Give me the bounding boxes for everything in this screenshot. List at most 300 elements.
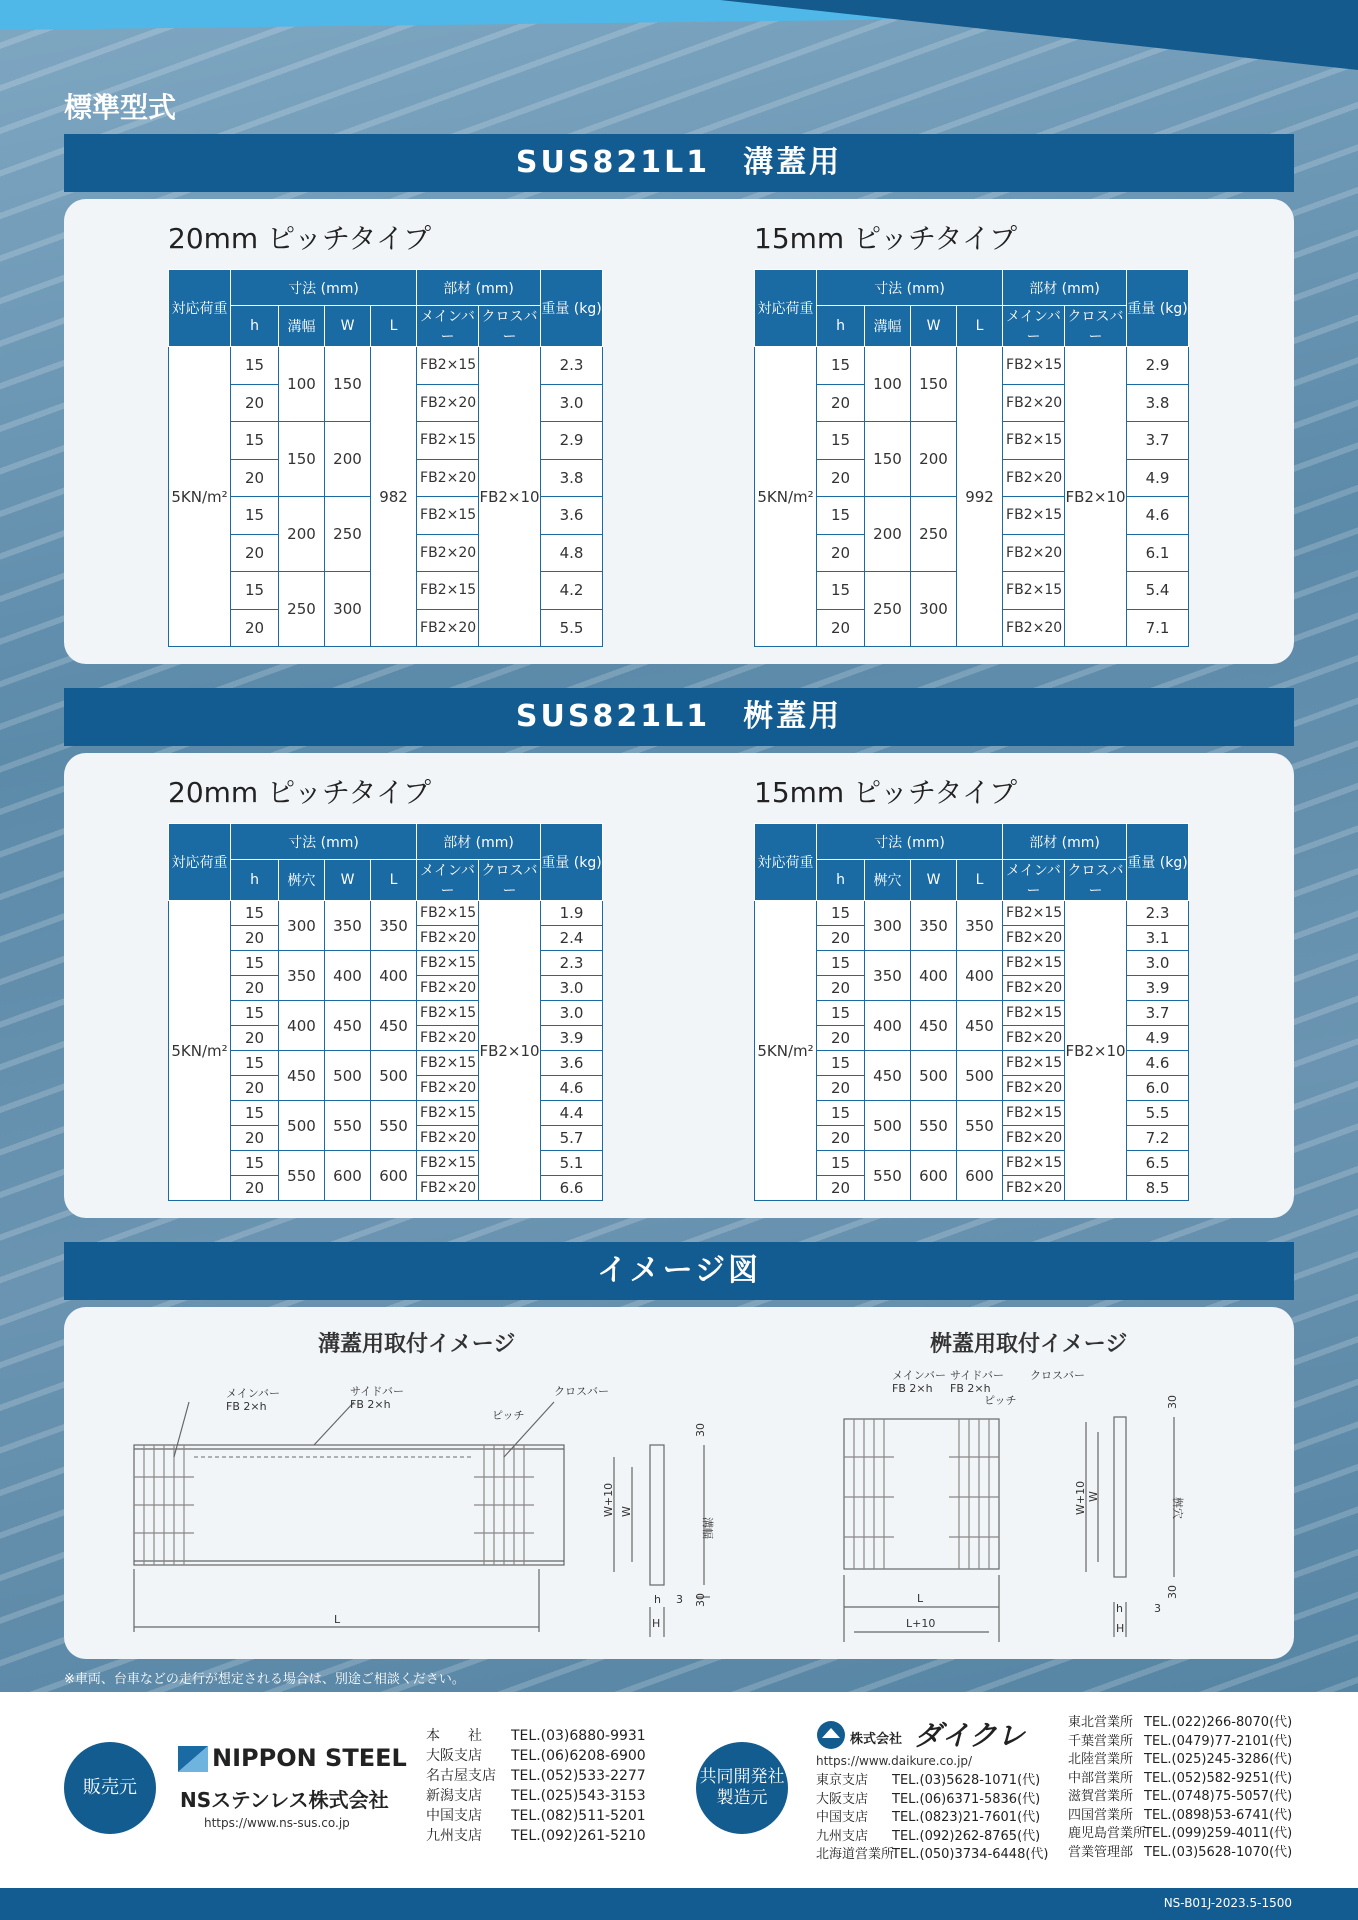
load-value: 5KN/m² <box>755 347 817 647</box>
weight-value: 3.8 <box>1127 384 1189 422</box>
h-value: 15 <box>817 572 865 610</box>
weight-value: 4.9 <box>1127 459 1189 497</box>
label-H: H <box>652 1617 661 1630</box>
mainbar-value: FB2×20 <box>1003 926 1065 951</box>
top-decoration <box>0 0 1358 80</box>
header-weight: 重量 (kg) <box>541 270 603 347</box>
label-pit-W: W <box>1087 1491 1100 1502</box>
office-name: 本 社 <box>426 1728 482 1744</box>
h-value: 20 <box>817 976 865 1001</box>
label-pit-mainbar: メインバー <box>892 1369 947 1382</box>
weight-value: 5.4 <box>1127 572 1189 610</box>
W-value: 150 <box>325 347 371 422</box>
mainbar-value: FB2×20 <box>1003 976 1065 1001</box>
weight-value: 3.9 <box>541 1026 603 1051</box>
header-mainbar: メインバー <box>1003 860 1065 901</box>
h-value: 15 <box>231 497 279 535</box>
open-value: 550 <box>865 1151 911 1201</box>
pit-panel <box>64 753 1294 1218</box>
label-pit-30-top: 30 <box>1166 1395 1179 1409</box>
h-value: 15 <box>817 1101 865 1126</box>
weight-value: 3.9 <box>1127 976 1189 1001</box>
office-tel: TEL.(022)266-8070(代) <box>1144 1715 1293 1730</box>
daikure-logo: ダイクレ <box>914 1719 1025 1752</box>
office-tel: TEL.(025)543-3153 <box>511 1788 646 1804</box>
label-h: h <box>654 1593 661 1606</box>
label-W: W <box>620 1506 633 1517</box>
label-pitch: ピッチ <box>492 1409 525 1422</box>
header-L: L <box>957 306 1003 347</box>
label-30-top: 30 <box>694 1423 707 1437</box>
L-value: 450 <box>957 1001 1003 1051</box>
weight-value: 2.9 <box>1127 347 1189 385</box>
label-pit-crossbar: クロスバー <box>1030 1369 1085 1382</box>
W-value: 300 <box>325 572 371 647</box>
W-value: 550 <box>325 1101 371 1151</box>
office-name: 新潟支店 <box>426 1788 482 1804</box>
h-value: 15 <box>231 347 279 385</box>
bottom-bar <box>0 1888 1358 1920</box>
label-pit-W10: W+10 <box>1074 1480 1087 1515</box>
weight-value: 2.3 <box>1127 901 1189 926</box>
mainbar-value: FB2×20 <box>417 384 479 422</box>
weight-value: 3.7 <box>1127 422 1189 460</box>
header-mainbar: メインバー <box>1003 306 1065 347</box>
maker-badge: 共同開発社 製造元 <box>696 1742 788 1834</box>
h-value: 15 <box>231 1101 279 1126</box>
label-pit-L: L <box>917 1592 924 1605</box>
h-value: 20 <box>231 534 279 572</box>
mainbar-value: FB2×15 <box>1003 1051 1065 1076</box>
mainbar-value: FB2×20 <box>417 1076 479 1101</box>
office-name: 東京支店 <box>816 1773 869 1788</box>
label-mainbar: メインバー <box>226 1387 281 1400</box>
mainbar-value: FB2×20 <box>417 1126 479 1151</box>
W-value: 150 <box>911 347 957 422</box>
open-value: 300 <box>865 901 911 951</box>
weight-value: 7.2 <box>1127 1126 1189 1151</box>
table-row <box>169 901 603 926</box>
header-open: 桝穴 <box>279 860 325 901</box>
header-mainbar: メインバー <box>417 306 479 347</box>
open-value: 450 <box>279 1051 325 1101</box>
L-value: 982 <box>371 347 417 647</box>
mainbar-value: FB2×15 <box>1003 572 1065 610</box>
W-value: 600 <box>911 1151 957 1201</box>
W-value: 250 <box>911 497 957 572</box>
mainbar-value: FB2×20 <box>1003 1126 1065 1151</box>
label-pit-3: 3 <box>1154 1602 1161 1615</box>
header-h: h <box>817 306 865 347</box>
header-W: W <box>325 306 371 347</box>
pit-left-title: 20mm ピッチタイプ <box>168 776 432 809</box>
mainbar-value: FB2×15 <box>417 1051 479 1076</box>
label-crossbar: クロスバー <box>554 1385 609 1398</box>
header-crossbar: クロスバー <box>479 306 541 347</box>
daikure-url[interactable]: https://www.daikure.co.jp/ <box>816 1754 973 1768</box>
note: ※車両、台車などの走行が想定される場合は、別途ご相談ください。 <box>64 1672 465 1687</box>
weight-value: 4.9 <box>1127 1026 1189 1051</box>
gutter-right-title: 15mm ピッチタイプ <box>754 222 1018 255</box>
open-value: 150 <box>279 422 325 497</box>
pit-right-table <box>754 823 1189 1201</box>
open-value: 350 <box>279 951 325 1001</box>
weight-value: 3.0 <box>541 1001 603 1026</box>
office-tel: TEL.(06)6371-5836(代) <box>892 1791 1041 1807</box>
label-mainbar-fb: FB 2×h <box>226 1400 267 1413</box>
gutter-right-table <box>754 269 1189 647</box>
h-value: 20 <box>817 459 865 497</box>
open-value: 400 <box>279 1001 325 1051</box>
h-value: 20 <box>231 1026 279 1051</box>
weight-value: 5.7 <box>541 1126 603 1151</box>
header-weight: 重量 (kg) <box>541 824 603 901</box>
weight-value: 2.3 <box>541 347 603 385</box>
crossbar-value: FB2×10 <box>1065 347 1127 647</box>
daikure-offices-2 <box>1068 1714 1292 1862</box>
office-tel: TEL.(03)6880-9931 <box>511 1728 646 1744</box>
office-row <box>426 1766 646 1786</box>
label-sidebar-fb: FB 2×h <box>350 1398 391 1411</box>
office-tel: TEL.(052)533-2277 <box>511 1768 646 1784</box>
weight-value: 4.6 <box>541 1076 603 1101</box>
office-tel: TEL.(052)582-9251(代) <box>1144 1770 1293 1786</box>
header-h: h <box>817 860 865 901</box>
header-h: h <box>231 860 279 901</box>
office-row <box>816 1846 1049 1865</box>
mainbar-value: FB2×15 <box>417 951 479 976</box>
ns-company-name: NSステンレス株式会社 <box>180 1788 389 1812</box>
weight-value: 2.4 <box>541 926 603 951</box>
pit-section-title: SUS821L1 桝蓋用 <box>64 688 1294 746</box>
h-value: 15 <box>817 422 865 460</box>
L-value: 600 <box>371 1151 417 1201</box>
office-tel: TEL.(0479)77-2101(代) <box>1144 1733 1293 1749</box>
weight-value: 8.5 <box>1127 1176 1189 1201</box>
L-value: 450 <box>371 1001 417 1051</box>
header-crossbar: クロスバー <box>1065 860 1127 901</box>
open-value: 100 <box>865 347 911 422</box>
mainbar-value: FB2×20 <box>417 1026 479 1051</box>
L-value: 550 <box>957 1101 1003 1151</box>
weight-value: 3.6 <box>541 1051 603 1076</box>
header-open: 桝穴 <box>865 860 911 901</box>
h-value: 20 <box>817 384 865 422</box>
h-value: 15 <box>817 1051 865 1076</box>
header-crossbar: クロスバー <box>1065 306 1127 347</box>
image-section-title: イメージ図 <box>64 1242 1294 1300</box>
open-value: 500 <box>865 1101 911 1151</box>
header-open: 溝幅 <box>279 306 325 347</box>
weight-value: 4.2 <box>541 572 603 610</box>
header-load: 対応荷重 <box>755 270 817 347</box>
W-value: 500 <box>325 1051 371 1101</box>
weight-value: 2.3 <box>541 951 603 976</box>
office-row <box>1068 1788 1292 1807</box>
mainbar-value: FB2×15 <box>417 1001 479 1026</box>
h-value: 15 <box>231 572 279 610</box>
pit-image-caption: 桝蓋用取付イメージ <box>930 1332 1128 1357</box>
W-value: 550 <box>911 1101 957 1151</box>
office-name: 大阪支店 <box>816 1791 869 1807</box>
ns-offices <box>426 1726 646 1846</box>
office-tel: TEL.(06)6208-6900 <box>511 1748 646 1764</box>
mainbar-value: FB2×20 <box>417 609 479 647</box>
weight-value: 4.6 <box>1127 497 1189 535</box>
mainbar-value: FB2×15 <box>417 572 479 610</box>
nippon-steel-logo: NIPPON STEEL <box>212 1744 407 1772</box>
weight-value: 7.1 <box>1127 609 1189 647</box>
header-parts: 部材 (mm) <box>417 824 541 860</box>
h-value: 15 <box>231 901 279 926</box>
mainbar-value: FB2×20 <box>1003 459 1065 497</box>
h-value: 15 <box>817 1151 865 1176</box>
h-value: 20 <box>231 459 279 497</box>
L-value: 992 <box>957 347 1003 647</box>
h-value: 20 <box>231 926 279 951</box>
document-code: NS-B01J-2023.5-1500 <box>1163 1896 1292 1910</box>
open-value: 250 <box>865 572 911 647</box>
W-value: 450 <box>911 1001 957 1051</box>
gutter-panel <box>64 199 1294 664</box>
table-row <box>169 347 603 385</box>
weight-value: 4.6 <box>1127 1051 1189 1076</box>
h-value: 15 <box>817 347 865 385</box>
header-weight: 重量 (kg) <box>1127 824 1189 901</box>
office-name: 営業管理部 <box>1068 1844 1134 1860</box>
weight-value: 3.7 <box>1127 1001 1189 1026</box>
h-value: 20 <box>231 609 279 647</box>
open-value: 100 <box>279 347 325 422</box>
mainbar-value: FB2×20 <box>417 1176 479 1201</box>
label-pit-H: H <box>1116 1622 1125 1635</box>
pit-left-table <box>168 823 603 1201</box>
load-value: 5KN/m² <box>169 901 231 1201</box>
h-value: 20 <box>817 534 865 572</box>
weight-value: 6.6 <box>541 1176 603 1201</box>
L-value: 400 <box>957 951 1003 1001</box>
header-dims: 寸法 (mm) <box>817 824 1003 860</box>
weight-value: 5.1 <box>541 1151 603 1176</box>
mainbar-value: FB2×15 <box>1003 1001 1065 1026</box>
header-dims: 寸法 (mm) <box>817 270 1003 306</box>
office-name: 四国営業所 <box>1068 1807 1134 1823</box>
footer <box>0 1692 1358 1888</box>
L-value: 400 <box>371 951 417 1001</box>
weight-value: 5.5 <box>541 609 603 647</box>
header-parts: 部材 (mm) <box>417 270 541 306</box>
W-value: 350 <box>325 901 371 951</box>
h-value: 15 <box>231 1001 279 1026</box>
office-tel: TEL.(025)245-3286(代) <box>1144 1752 1293 1767</box>
weight-value: 4.8 <box>541 534 603 572</box>
W-value: 600 <box>325 1151 371 1201</box>
header-mainbar: メインバー <box>417 860 479 901</box>
label-pit-sidebar: サイドバー <box>950 1369 1005 1382</box>
mainbar-value: FB2×15 <box>1003 1151 1065 1176</box>
h-value: 15 <box>817 951 865 976</box>
daikure-offices-1 <box>816 1772 1049 1865</box>
W-value: 250 <box>325 497 371 572</box>
open-value: 300 <box>279 901 325 951</box>
office-row <box>816 1791 1049 1810</box>
weight-value: 3.8 <box>541 459 603 497</box>
h-value: 20 <box>817 1026 865 1051</box>
office-name: 大阪支店 <box>426 1748 482 1764</box>
office-row <box>426 1726 646 1746</box>
office-row <box>1068 1807 1292 1826</box>
weight-value: 1.9 <box>541 901 603 926</box>
ns-url[interactable]: https://www.ns-sus.co.jp <box>204 1816 350 1830</box>
h-value: 20 <box>231 1126 279 1151</box>
mainbar-value: FB2×15 <box>417 1151 479 1176</box>
mainbar-value: FB2×15 <box>417 347 479 385</box>
W-value: 300 <box>911 572 957 647</box>
header-L: L <box>371 306 417 347</box>
office-tel: TEL.(03)5628-1071(代) <box>892 1773 1041 1788</box>
header-load: 対応荷重 <box>755 824 817 901</box>
crossbar-value: FB2×10 <box>479 347 541 647</box>
office-tel: TEL.(0823)21-7601(代) <box>892 1810 1041 1825</box>
label-pit-mainbar-fb: FB 2×h <box>892 1382 933 1395</box>
open-value: 250 <box>279 572 325 647</box>
open-value: 150 <box>865 422 911 497</box>
W-value: 400 <box>911 951 957 1001</box>
seller-badge: 販売元 <box>64 1742 156 1834</box>
label-pit-30-bottom: 30 <box>1166 1585 1179 1599</box>
office-name: 九州支店 <box>816 1828 869 1844</box>
office-name: 九州支店 <box>426 1828 482 1844</box>
office-name: 中部営業所 <box>1068 1770 1134 1786</box>
office-row <box>1068 1770 1292 1789</box>
h-value: 15 <box>231 951 279 976</box>
h-value: 15 <box>231 1151 279 1176</box>
h-value: 20 <box>817 1176 865 1201</box>
office-row <box>1068 1733 1292 1752</box>
mainbar-value: FB2×20 <box>417 926 479 951</box>
office-row <box>1068 1751 1292 1770</box>
load-value: 5KN/m² <box>169 347 231 647</box>
crossbar-value: FB2×10 <box>479 901 541 1201</box>
W-value: 450 <box>325 1001 371 1051</box>
label-pit-open: 桝穴 <box>1171 1497 1184 1519</box>
header-parts: 部材 (mm) <box>1003 824 1127 860</box>
h-value: 15 <box>231 422 279 460</box>
mainbar-value: FB2×20 <box>1003 609 1065 647</box>
h-value: 15 <box>817 497 865 535</box>
label-pit-L10: L+10 <box>906 1617 936 1630</box>
open-value: 500 <box>279 1101 325 1151</box>
office-row <box>816 1828 1049 1847</box>
mainbar-value: FB2×15 <box>417 497 479 535</box>
mainbar-value: FB2×15 <box>417 1101 479 1126</box>
header-L: L <box>957 860 1003 901</box>
weight-value: 5.5 <box>1127 1101 1189 1126</box>
weight-value: 6.1 <box>1127 534 1189 572</box>
h-value: 15 <box>817 1001 865 1026</box>
table-row <box>755 901 1189 926</box>
office-name: 鹿児島営業所 <box>1068 1826 1147 1841</box>
office-row <box>426 1806 646 1826</box>
label-3: 3 <box>676 1593 683 1606</box>
mainbar-value: FB2×15 <box>1003 951 1065 976</box>
header-L: L <box>371 860 417 901</box>
office-tel: TEL.(0748)75-5057(代) <box>1144 1789 1293 1804</box>
mainbar-value: FB2×20 <box>1003 1176 1065 1201</box>
header-crossbar: クロスバー <box>479 860 541 901</box>
header-load: 対応荷重 <box>169 824 231 901</box>
label-pit-h: h <box>1116 1602 1123 1615</box>
label-L: L <box>334 1613 341 1626</box>
weight-value: 4.4 <box>541 1101 603 1126</box>
nippon-steel-logo-icon <box>178 1746 208 1772</box>
label-gutter-open: 溝幅 <box>701 1517 714 1539</box>
weight-value: 3.0 <box>541 976 603 1001</box>
open-value: 200 <box>865 497 911 572</box>
open-value: 450 <box>865 1051 911 1101</box>
open-value: 200 <box>279 497 325 572</box>
weight-value: 3.0 <box>1127 951 1189 976</box>
crossbar-value: FB2×10 <box>1065 901 1127 1201</box>
mainbar-value: FB2×15 <box>1003 347 1065 385</box>
W-value: 200 <box>911 422 957 497</box>
mainbar-value: FB2×20 <box>417 459 479 497</box>
office-name: 中国支店 <box>426 1808 482 1824</box>
W-value: 350 <box>911 901 957 951</box>
L-value: 350 <box>371 901 417 951</box>
mainbar-value: FB2×15 <box>1003 1101 1065 1126</box>
mainbar-value: FB2×15 <box>417 422 479 460</box>
L-value: 600 <box>957 1151 1003 1201</box>
table-row <box>755 347 1189 385</box>
gutter-left-table <box>168 269 603 647</box>
header-dims: 寸法 (mm) <box>231 270 417 306</box>
office-name: 名古屋支店 <box>426 1768 496 1784</box>
office-tel: TEL.(082)511-5201 <box>511 1808 646 1824</box>
W-value: 200 <box>325 422 371 497</box>
header-W: W <box>325 860 371 901</box>
label-pit-pitch: ピッチ <box>984 1394 1017 1407</box>
header-weight: 重量 (kg) <box>1127 270 1189 347</box>
weight-value: 2.9 <box>541 422 603 460</box>
label-W10: W+10 <box>602 1482 615 1517</box>
label-30-bottom: 30 <box>694 1593 707 1607</box>
weight-value: 3.0 <box>541 384 603 422</box>
header-open: 溝幅 <box>865 306 911 347</box>
L-value: 350 <box>957 901 1003 951</box>
office-name: 千葉営業所 <box>1068 1733 1134 1749</box>
h-value: 20 <box>231 976 279 1001</box>
h-value: 20 <box>817 1076 865 1101</box>
h-value: 20 <box>817 609 865 647</box>
L-value: 500 <box>371 1051 417 1101</box>
office-row <box>426 1746 646 1766</box>
page-heading: 標準型式 <box>64 91 177 124</box>
L-value: 500 <box>957 1051 1003 1101</box>
header-dims: 寸法 (mm) <box>231 824 417 860</box>
W-value: 500 <box>911 1051 957 1101</box>
h-value: 15 <box>817 901 865 926</box>
office-tel: TEL.(050)3734-6448(代) <box>892 1847 1049 1862</box>
mainbar-value: FB2×20 <box>1003 384 1065 422</box>
weight-value: 3.6 <box>541 497 603 535</box>
header-W: W <box>911 860 957 901</box>
office-tel: TEL.(099)259-4011(代) <box>1144 1826 1293 1841</box>
office-name: 北海道営業所 <box>816 1847 895 1862</box>
office-tel: TEL.(0898)53-6741(代) <box>1144 1807 1293 1823</box>
gutter-section-title: SUS821L1 溝蓋用 <box>64 134 1294 192</box>
installation-diagrams <box>64 1307 1294 1659</box>
